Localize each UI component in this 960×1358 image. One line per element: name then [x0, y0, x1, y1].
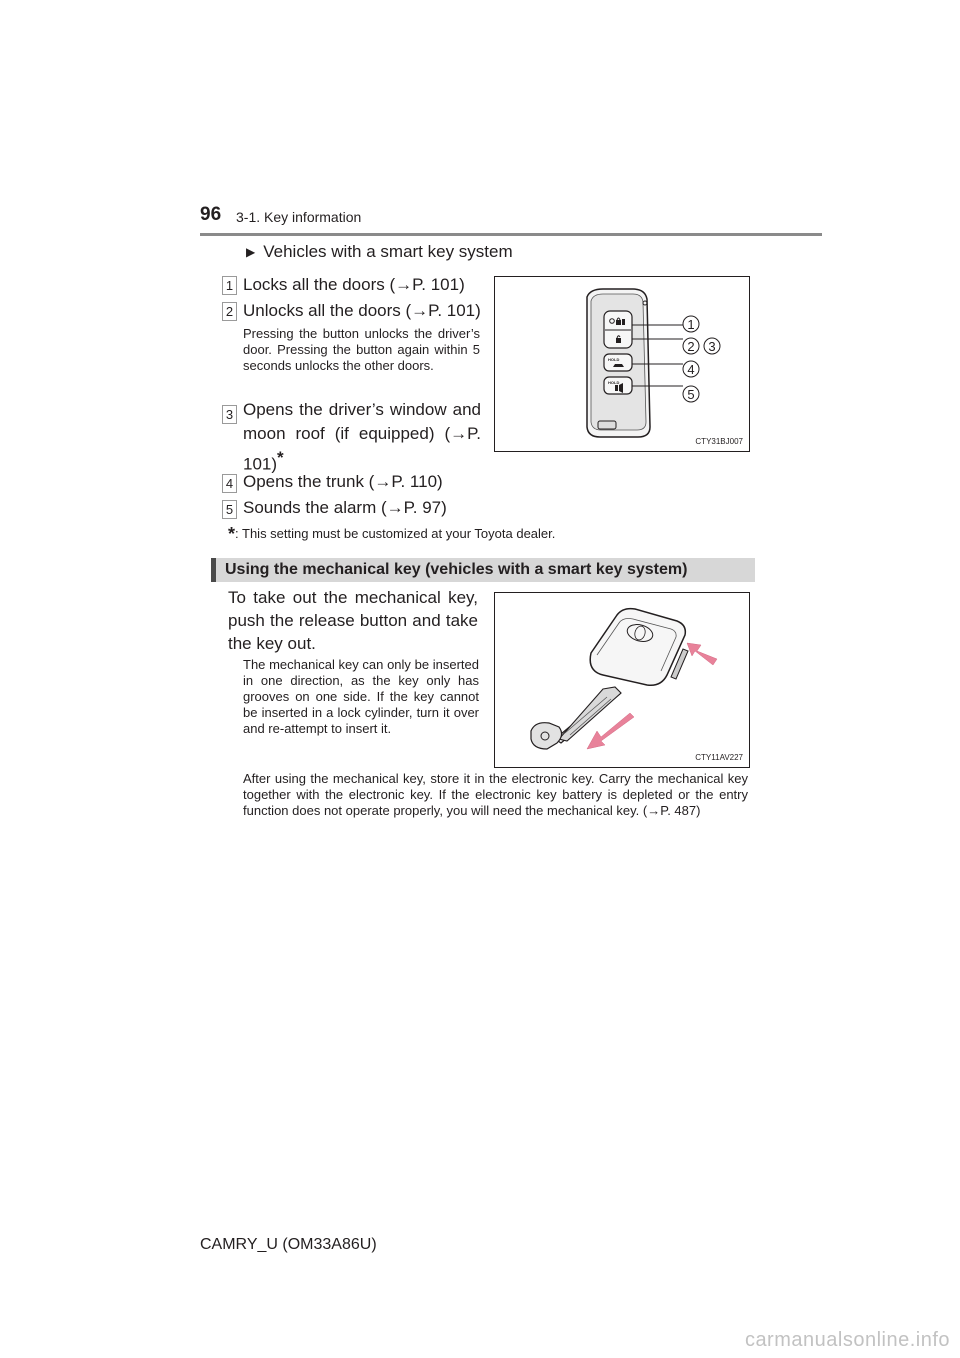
footnote-star: * — [228, 524, 236, 544]
section-heading-text: Using the mechanical key (vehicles with a smart key system) — [225, 561, 688, 578]
callout-5: 5 — [687, 387, 695, 402]
footer-model-code: CAMRY_U (OM33A86U) — [200, 1236, 377, 1253]
callout-1: 1 — [687, 317, 695, 332]
footnote-text: : This setting must be customized at your Toyota dealer. — [235, 526, 556, 541]
callout-2: 2 — [687, 339, 695, 354]
item-number-4: 4 — [222, 474, 237, 493]
section-heading-bar — [211, 558, 755, 582]
mechanical-key-illustration — [495, 593, 749, 767]
vehicle-heading-text: Vehicles with a smart key system — [263, 242, 513, 261]
mechanical-key-instruction: To take out the mechanical key, push the release button and take the key out. — [228, 588, 478, 653]
section-name: 3-1. Key information — [236, 209, 362, 225]
triangle-bullet-icon: ▶ — [246, 245, 256, 259]
smart-key-figure — [494, 276, 750, 452]
item-number-1: 1 — [222, 276, 237, 295]
item-3-label: Opens the driver’s window and moon roof (if equipped) (→P. 101) — [243, 400, 481, 474]
item-text-5: Sounds the alarm (→P. 97) — [243, 498, 447, 517]
figure-1-code: CTY31BJ007 — [695, 437, 743, 446]
item-text-4: Opens the trunk (→P. 110) — [243, 472, 443, 491]
mechanical-key-note: The mechanical key can only be inserted in one direction, as the key only has grooves on one side. If the key cannot be inserted in a lock cylinder, turn it over and re-attempt to insert it. — [243, 657, 479, 736]
callout-4: 4 — [687, 362, 695, 377]
item-3-star: * — [277, 448, 284, 467]
item-number-3: 3 — [222, 405, 237, 424]
page-number: 96 — [200, 204, 222, 225]
button-5-hold-label: HOLD — [608, 380, 620, 385]
figure-2-code: CTY11AV227 — [695, 753, 743, 762]
item-number-2: 2 — [222, 302, 237, 321]
watermark: carmanualsonline.info — [744, 1329, 950, 1351]
header-divider — [200, 233, 822, 236]
item-text-2: Unlocks all the doors (→P. 101) — [243, 301, 481, 320]
button-4-hold-label: HOLD — [608, 357, 620, 362]
mechanical-key-figure — [494, 592, 750, 768]
item-text-3 — [243, 398, 481, 477]
smart-key-illustration — [495, 277, 749, 451]
item-number-5: 5 — [222, 500, 237, 519]
vehicle-heading — [246, 242, 513, 262]
item-2-note: Pressing the button unlocks the driver’s door. Pressing the button again within 5 seconds unlocks the other doors. — [243, 326, 480, 373]
footnote — [228, 524, 555, 545]
mechanical-key-storage-note: After using the mechanical key, store it in the electronic key. Carry the mechanical key together with the electronic key. If the electronic key battery is depleted or the entry function does not operate properly, you will need the mechanical key. (→P. 487) — [243, 771, 748, 818]
callout-3: 3 — [708, 339, 716, 354]
item-text-1: Locks all the doors (→P. 101) — [243, 275, 465, 294]
